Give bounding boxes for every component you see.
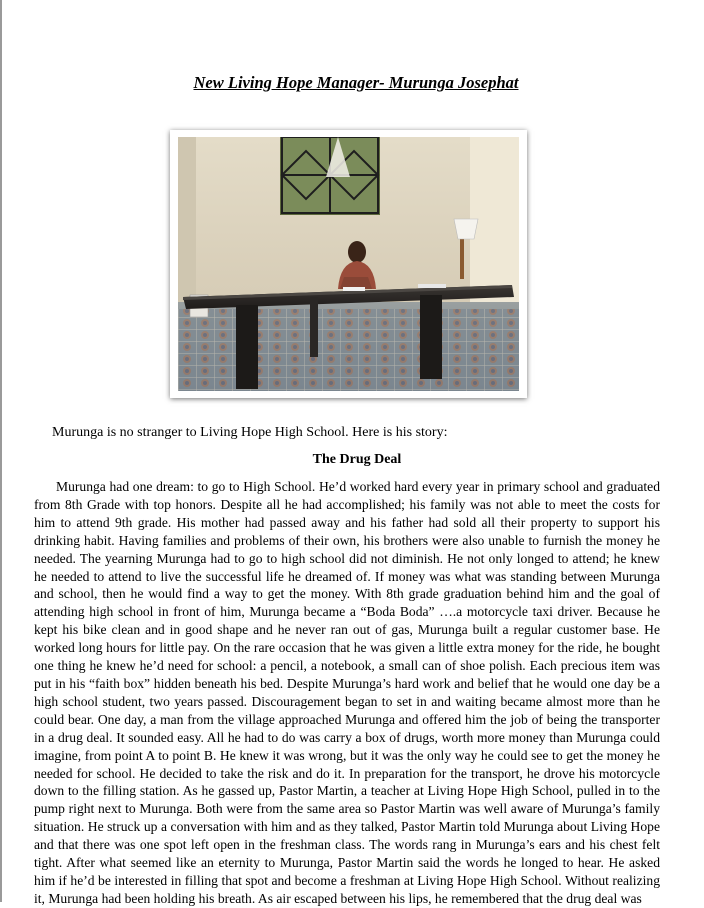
- story-paragraph: Murunga had one dream: to go to High School. He’d worked hard every year in primary school and graduated from 8th Grade with top honors. Despite all he had accomplished; his family was not able to meet the costs for him to attend 9th grade. His mother had passed away and his father had sold all their property to support his drinking habit. Having families and problems of their own, his brothers were also unable to furnish the money he needed. The yearning Murunga had to go to high school did not diminish. He not only longed to attend; he knew he needed to attend to live the successful life he dreamed of. If money was what was standing between Murunga and school, then he would find a way to get the money. With 8th grade graduation behind him and the goal of attending high school in front of him, Murunga became a “Boda Boda” ….a motorcycle taxi driver. Because he kept his bike clean and in good shape and he never ran out of gas, Murunga built a regular customer base. He worked long hours for little pay. On the rare occasion that he was given a little extra money for the ride, he bought one thing he knew he’d need for school: a pencil, a notebook, a small can of shoe polish. Each precious item was put in his “faith box” hidden beneath his bed. Despite Murunga’s hard work and belief that he would one day be a high school student, two years passed. Discouragement began to set in and waiting became almost more than he could bear. One day, a man from the village approached Murunga and offered him the job of being the transporter in a drug deal. It sounded easy. All he had to do was carry a box of drugs, worth more money than Murunga could imagine, from point A to point B. He knew it was wrong, but it was the only way he could see to get the money he needed for school. He decided to take the risk and do it. In preparation for the transport, he drove his motorcycle down to the filling station. As he gassed up, Pastor Martin, a teacher at Living Hope High School, pulled in to the pump right next to Murunga. Both were from the same area so Pastor Martin was well aware of Murunga’s family situation. He struck up a conversation with him and as they talked, Pastor Martin told Murunga about Living Hope and that there was one spot left open in the freshman class. The words rang in Murunga’s ears and his chest felt tight. After what seemed like an eternity to Murunga, Pastor Martin said the words he longed to hear. He asked him if he’d be interested in filling that spot and become a freshman at Living Hope High School. Without realizing it, Murunga had been holding his breath. As air escaped between his lips, he remembered that the drug deal was: [34, 479, 660, 906]
- intro-paragraph: Murunga is no stranger to Living Hope High School. Here is his story:: [52, 425, 448, 440]
- page-edge-rule: [0, 0, 2, 902]
- document-title: New Living Hope Manager- Murunga Josephat: [193, 73, 519, 92]
- office-photo-illustration: [178, 137, 519, 391]
- section-heading: The Drug Deal: [312, 452, 402, 467]
- manager-photo: [170, 130, 527, 398]
